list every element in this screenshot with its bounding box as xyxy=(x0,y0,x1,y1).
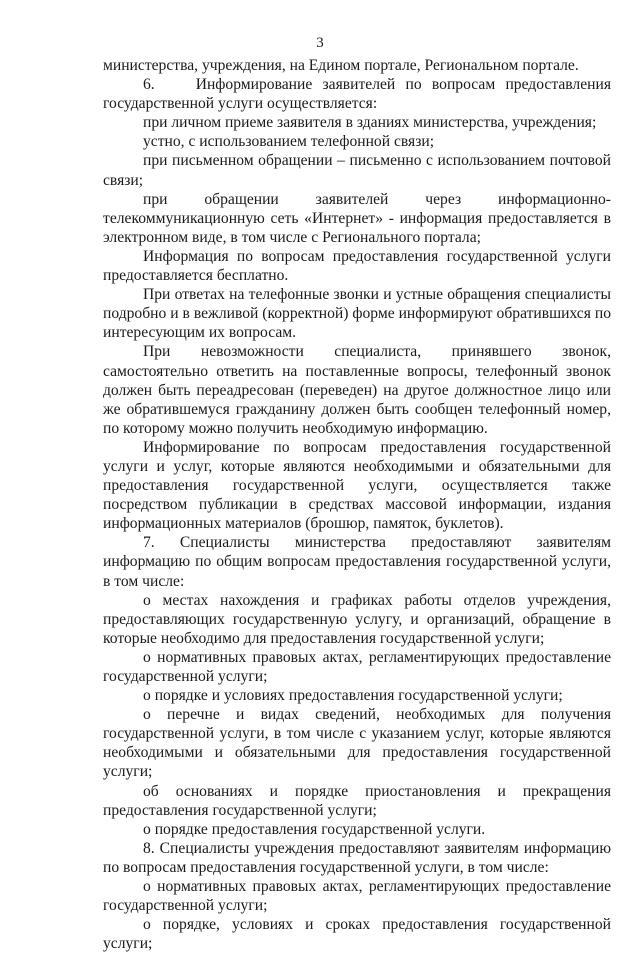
paragraph: о порядке предоставления государственной услуги. xyxy=(143,820,486,838)
paragraph: об основаниях и порядке приостановления и прекращения предоставления государственной услуги; xyxy=(103,782,611,819)
paragraph: министерства, учреждения, на Едином портале, Региональном портале. xyxy=(103,57,579,74)
paragraph: При ответах на телефонные звонки и устные обращения специалисты подробно и в вежливой (корректной) форме информируют обратившихся по интересующим их вопросам. xyxy=(103,286,611,342)
paragraph: Информация по вопросам предоставления государственной услуги предоставляется бесплатно. xyxy=(103,247,611,285)
paragraph: о перечне и видах сведений, необходимых для получения государственной услуги, в том числе с указанием услуг, которые являются необходимыми и обязательными для предоставления государственной услуги; xyxy=(103,706,611,781)
paragraph-item-8: 8. Специалисты учреждения предоставляют заявителям информацию по вопросам предоставления государственной услуги, в том числе: xyxy=(103,839,611,876)
paragraph: при обращении заявителей через информационно-телекоммуникационную сеть «Интернет» - информация предоставляется в электронном виде, в том числе с Регионального портала; xyxy=(103,190,611,246)
paragraph: о порядке и условиях предоставления государственной услуги; xyxy=(143,687,563,705)
paragraph-item-6: 6. Информирование заявителей по вопросам предоставления государственной услуги осуществляется: xyxy=(103,76,611,113)
page-number: 3 xyxy=(316,35,324,51)
paragraph: о порядке, условиях и сроках предоставления государственной услуги; xyxy=(103,916,611,953)
paragraph: о нормативных правовых актах, регламентирующих предоставление государственной услуги; xyxy=(103,648,611,685)
paragraph: При невозможности специалиста, принявшего звонок, самостоятельно ответить на поставленные вопросы, телефонный звонок должен быть переадресован (переведен) на другое должностное лицо или же обратившемуся гражданину должен быть сообщен телефонный номер, по которому можно получить необходимую информацию. xyxy=(103,343,611,437)
paragraph: о местах нахождения и графиках работы отделов учреждения, предоставляющих государственную услугу, и организаций, обращение в которые необходимо для предоставления государственной услуги; xyxy=(103,591,611,647)
paragraph: при письменном обращении – письменно с использованием почтовой связи; xyxy=(103,152,611,189)
paragraph: устно, с использованием телефонной связи; xyxy=(143,133,435,151)
paragraph: о нормативных правовых актах, регламентирующих предоставление государственной услуги; xyxy=(103,878,611,915)
document-body xyxy=(103,56,611,953)
paragraph: Информирование по вопросам предоставления государственной услуги и услуг, которые являются необходимыми и обязательными для предоставления государственной услуги, осуществляется также посредством публикации в средствах массовой информации, издания информационных материалов (брошюр, памяток, буклетов). xyxy=(103,438,611,533)
paragraph: при личном приеме заявителя в зданиях министерства, учреждения; xyxy=(143,114,597,132)
paragraph-item-7: 7. Специалисты министерства предоставляют заявителям информацию по общим вопросам предоставления государственной услуги, в том числе: xyxy=(103,534,611,590)
